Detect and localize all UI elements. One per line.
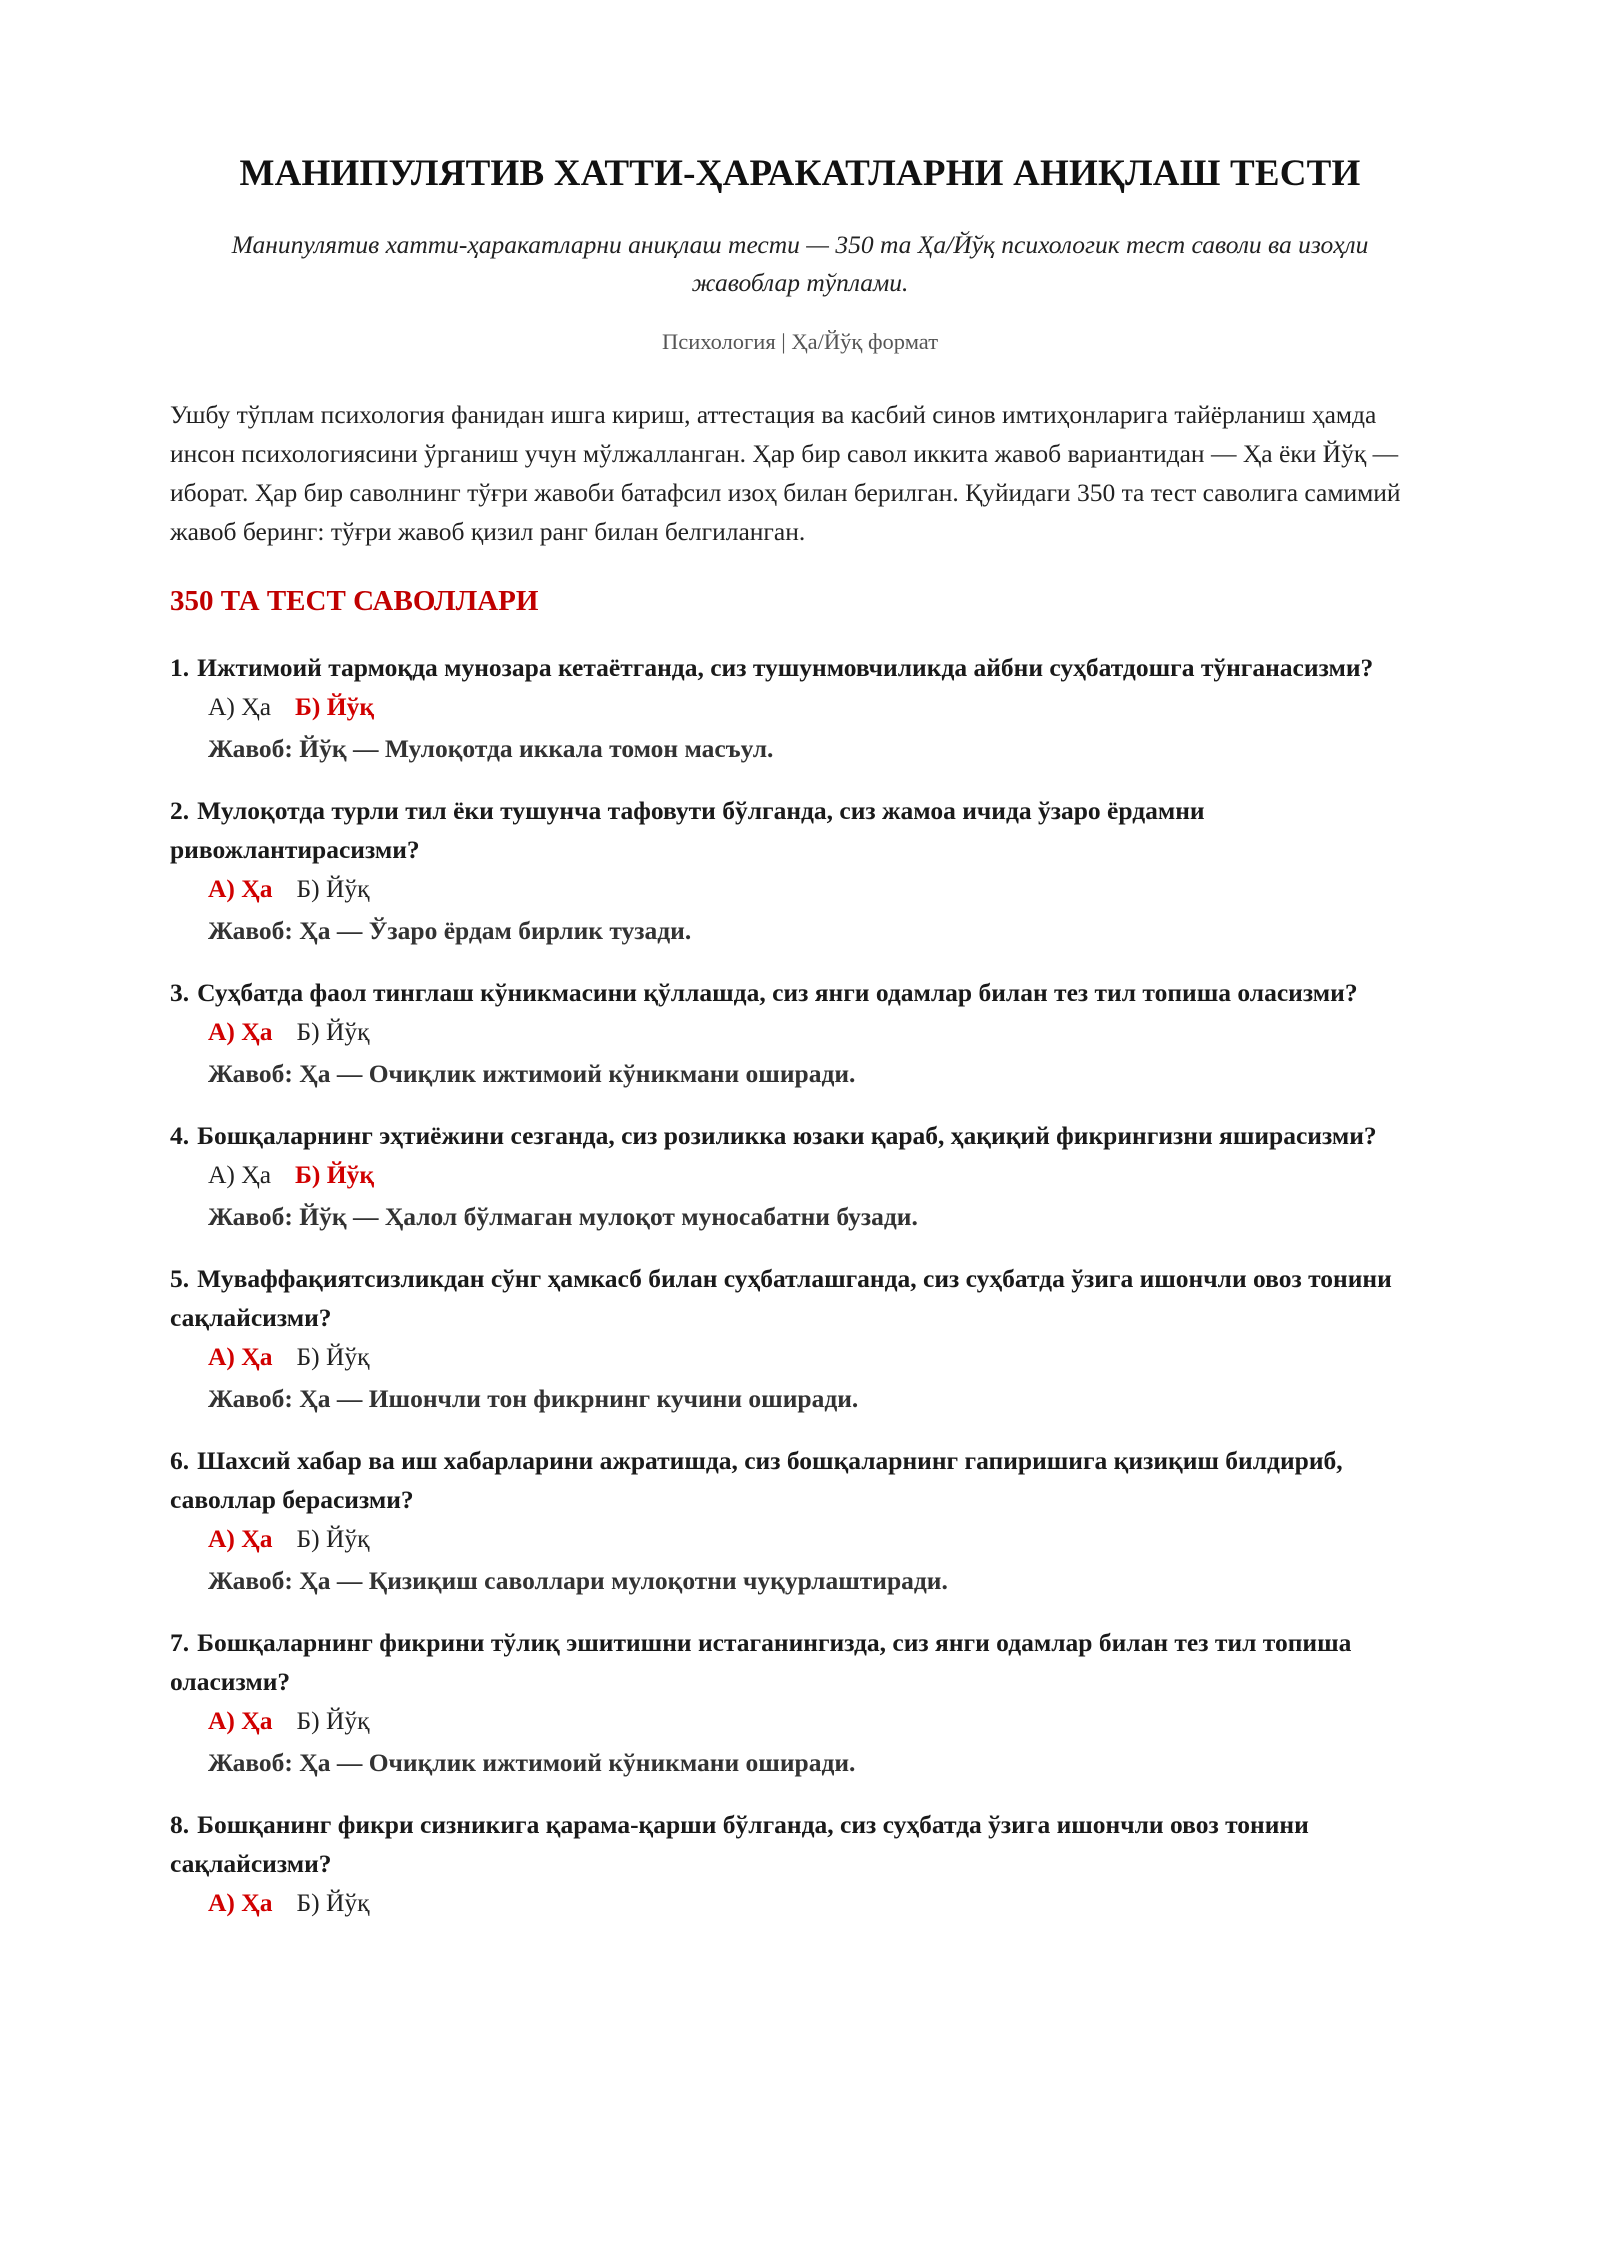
- question-number: 5.: [170, 1264, 190, 1293]
- question-text: [170, 648, 1430, 687]
- document-subtitle: Манипулятив хатти-ҳаракатларни аниқлаш тести — 350 та Ҳа/Йўқ психологик тест саволи ва изоҳли жавоблар тўплами.: [231, 230, 1369, 297]
- answer-explanation: Жавоб: Ҳа — Очиқлик ижтимоий кўникмани оширади.: [208, 1059, 856, 1088]
- answer-explanation: Жавоб: Ҳа — Очиқлик ижтимоий кўникмани оширади.: [208, 1748, 856, 1777]
- question-text: [170, 791, 1430, 869]
- question-text: [170, 1623, 1430, 1701]
- answer-options: [208, 687, 1430, 727]
- document-meta: Психология | Ҳа/Йўқ формат: [661, 329, 939, 354]
- question-number: 7.: [170, 1628, 190, 1657]
- question-item: [170, 1623, 1430, 1784]
- question-body: Бошқаларнинг эҳтиёжини сезганда, сиз розиликка юзаки қараб, ҳақиқий фикрингизни яширасизми?: [197, 1121, 1377, 1150]
- answer-options: [208, 1337, 1430, 1377]
- option-a: А) Ҳа: [208, 874, 273, 903]
- answer-options: [208, 1155, 1430, 1195]
- answer-options: [208, 1519, 1430, 1559]
- answer-explanation: Жавоб: Ҳа — Ишончли тон фикрнинг кучини оширади.: [208, 1384, 859, 1413]
- question-number: 6.: [170, 1446, 190, 1475]
- answer-explanation: Жавоб: Ҳа — Қизиқиш саволлари мулоқотни чуқурлаштиради.: [208, 1566, 948, 1595]
- answer-explanation: Жавоб: Йўқ — Ҳалол бўлмаган мулоқот муносабатни бузади.: [208, 1202, 918, 1231]
- answer-options: [208, 1012, 1430, 1052]
- document-title: МАНИПУЛЯТИВ ХАТТИ-ҲАРАКАТЛАРНИ АНИҚЛАШ ТЕСТИ: [239, 153, 1361, 194]
- option-a: А) Ҳа: [208, 1342, 273, 1371]
- option-b: Б) Йўқ: [295, 692, 375, 721]
- option-b: Б) Йўқ: [296, 1524, 370, 1553]
- answer-options: [208, 869, 1430, 909]
- option-a: А) Ҳа: [208, 1160, 272, 1189]
- answer-options: [208, 1883, 1430, 1923]
- option-a: А) Ҳа: [208, 692, 272, 721]
- question-number: 4.: [170, 1121, 190, 1150]
- option-b: Б) Йўқ: [296, 1706, 370, 1735]
- question-item: [170, 1805, 1430, 1923]
- question-text: [170, 1441, 1430, 1519]
- answer-explanation: Жавоб: Ҳа — Ўзаро ёрдам бирлик тузади.: [208, 916, 692, 945]
- option-b: Б) Йўқ: [296, 1342, 370, 1371]
- question-body: Суҳбатда фаол тинглаш кўникмасини қўллашда, сиз янги одамлар билан тез тил топиша оласизми?: [197, 978, 1358, 1007]
- question-number: 1.: [170, 653, 190, 682]
- question-item: [170, 1441, 1430, 1602]
- option-a: А) Ҳа: [208, 1706, 273, 1735]
- question-text: [170, 1259, 1430, 1337]
- option-a: А) Ҳа: [208, 1524, 273, 1553]
- question-list: [170, 648, 1430, 1923]
- question-body: Шахсий хабар ва иш хабарларини ажратишда, сиз бошқаларнинг гапиришига қизиқиш билдириб, саволлар берасизми?: [170, 1446, 1343, 1514]
- question-body: Ижтимоий тармоқда мунозара кетаётганда, сиз тушунмовчиликда айбни суҳбатдошга тўнганасизми?: [197, 653, 1374, 682]
- answer-options: [208, 1701, 1430, 1741]
- question-body: Бошқаларнинг фикрини тўлиқ эшитишни истаганингизда, сиз янги одамлар билан тез тил топиша оласизми?: [170, 1628, 1352, 1696]
- intro-paragraph: Ушбу тўплам психология фанидан ишга кириш, аттестация ва касбий синов имтиҳонларига тайёрланиш ҳамда инсон психологиясини ўрганиш учун мўлжалланган. Ҳар бир савол иккита жавоб вариантидан — Ҳа ёки Йўқ — иборат. Ҳар бир саволнинг тўғри жавоби батафсил изоҳ билан берилган. Қуйидаги 350 та тест саволига самимий жавоб беринг: тўғри жавоб қизил ранг билан белгиланган.: [170, 400, 1401, 546]
- question-text: [170, 1116, 1430, 1155]
- option-a: А) Ҳа: [208, 1888, 273, 1917]
- question-number: 8.: [170, 1810, 190, 1839]
- question-number: 3.: [170, 978, 190, 1007]
- question-item: [170, 791, 1430, 952]
- question-body: Бошқанинг фикри сизникига қарама-қарши бўлганда, сиз суҳбатда ўзига ишончли овоз тонини сақлайсизми?: [170, 1810, 1309, 1878]
- question-body: Муваффақиятсизликдан сўнг ҳамкасб билан суҳбатлашганда, сиз суҳбатда ўзига ишончли овоз тонини сақлайсизми?: [170, 1264, 1392, 1332]
- answer-explanation: Жавоб: Йўқ — Мулоқотда иккала томон масъул.: [208, 734, 774, 763]
- question-item: [170, 1116, 1430, 1238]
- option-b: Б) Йўқ: [296, 1017, 370, 1046]
- question-item: [170, 1259, 1430, 1420]
- section-heading: 350 ТА ТЕСТ САВОЛЛАРИ: [170, 585, 539, 617]
- question-body: Мулоқотда турли тил ёки тушунча тафовути бўлганда, сиз жамоа ичида ўзаро ёрдамни ривожлантирасизми?: [170, 796, 1205, 864]
- question-item: [170, 973, 1430, 1095]
- question-number: 2.: [170, 796, 190, 825]
- option-a: А) Ҳа: [208, 1017, 273, 1046]
- document-page: [170, 0, 1430, 1944]
- option-b: Б) Йўқ: [296, 1888, 370, 1917]
- option-b: Б) Йўқ: [295, 1160, 375, 1189]
- question-text: [170, 973, 1430, 1012]
- question-text: [170, 1805, 1430, 1883]
- option-b: Б) Йўқ: [296, 874, 370, 903]
- question-item: [170, 648, 1430, 770]
